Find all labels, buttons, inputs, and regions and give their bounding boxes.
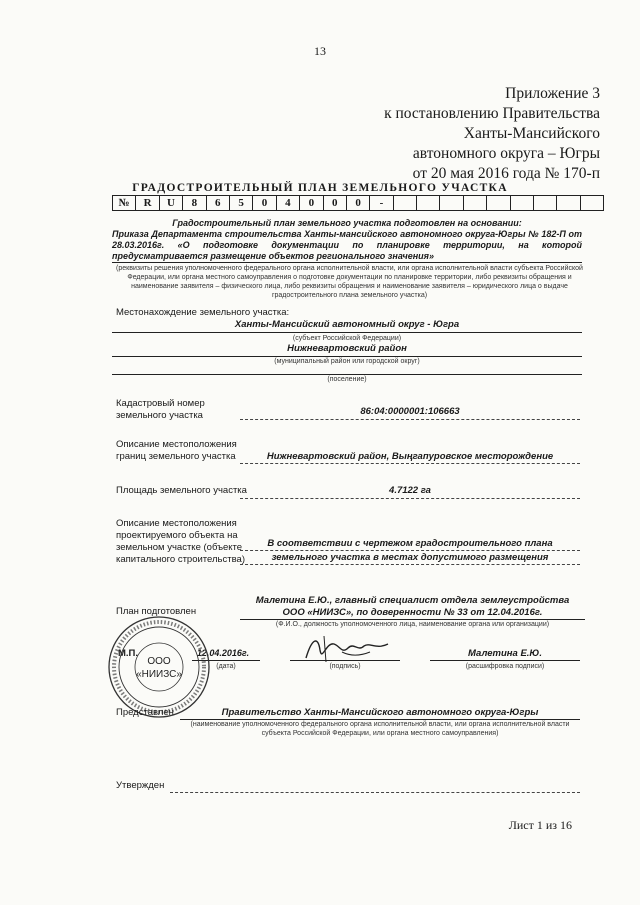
appendix-line-3: Ханты-Мансийского (463, 125, 600, 142)
mp-label: М.П. (118, 648, 139, 659)
object-value-line-1: В соответствии с чертежом градостроительного плана (267, 538, 553, 549)
number-cell: 0 (253, 196, 276, 211)
sheet-counter: Лист 1 из 16 (508, 818, 572, 832)
object-underline-1 (240, 550, 580, 551)
number-cell: 0 (346, 196, 369, 211)
cadastral-number: 86:04:0000001:106663 (360, 406, 460, 417)
object-label-line-2: проектируемого объекта на (116, 530, 238, 541)
appendix-reference (280, 84, 600, 184)
number-cell (580, 196, 603, 211)
area-label: Площадь земельного участка (116, 485, 247, 496)
number-cell: 8 (183, 196, 206, 211)
number-cell: U (159, 196, 182, 211)
decoded-caption: (расшифровка подписи) (465, 663, 545, 670)
appendix-line-1: Приложение 3 (505, 85, 600, 102)
object-label-line-3: земельном участке (объекте (116, 542, 243, 553)
object-value-line-2: земельного участка в местах допустимого размещения (271, 552, 549, 563)
appendix-line-5: от 20 мая 2016 года № 170-п (412, 165, 600, 182)
cadastral-label (116, 398, 205, 422)
signature-underline (290, 660, 400, 661)
cadastral-underline (240, 419, 580, 420)
location-district: Нижневартовский район (287, 343, 407, 354)
cadastral-label-line-2: земельного участка (116, 410, 203, 421)
page-number: 13 (314, 44, 326, 58)
district-caption: (муниципальный район или городской округ) (274, 358, 420, 365)
number-cell (417, 196, 440, 211)
decoded-signature: Малетина Е.Ю. (468, 648, 542, 659)
area-underline (240, 498, 580, 499)
approved-underline (170, 792, 580, 793)
prepared-label: План подготовлен (116, 606, 197, 617)
prepared-caption: (Ф.И.О., должность уполномоченного лица, наименование органа или организации) (275, 621, 550, 628)
number-cell: R (136, 196, 159, 211)
number-cell: 4 (276, 196, 299, 211)
borders-label (116, 439, 237, 463)
object-underline-2 (240, 564, 580, 565)
number-cell: 0 (323, 196, 346, 211)
object-label-line-1: Описание местоположения (116, 518, 237, 529)
presented-label: Представлен (116, 707, 174, 718)
date-caption: (дата) (216, 663, 236, 670)
object-label (116, 518, 245, 566)
document-title: ГРАДОСТРОИТЕЛЬНЫЙ ПЛАН ЗЕМЕЛЬНОГО УЧАСТКА (132, 182, 508, 194)
signature-caption: (подпись) (329, 663, 361, 670)
prepared-date: 12.04.2016г. (196, 648, 250, 658)
number-cell: - (370, 196, 393, 211)
number-cell (440, 196, 463, 211)
number-cell: 0 (300, 196, 323, 211)
object-label-line-4: капитального строительства) (116, 554, 245, 565)
presented-caption: (наименование уполномоченного федерального органа исполнительной власти, или органа исполнительной власти субъекта Российской Федерации, или органа местного самоуправления) (190, 721, 570, 737)
borders-underline (240, 463, 580, 464)
approved-label: Утвержден (116, 780, 165, 791)
number-cell (393, 196, 416, 211)
area-value: 4.7122 га (389, 485, 431, 496)
number-cell (510, 196, 533, 211)
number-cell: 5 (229, 196, 252, 211)
location-subject: Ханты-Мансийский автономный округ - Югра (234, 319, 460, 330)
settlement-caption: (поселение) (327, 376, 367, 383)
borders-label-line-1: Описание местоположения (116, 439, 237, 450)
number-cell (557, 196, 580, 211)
number-cell: № (113, 196, 136, 211)
basis-heading: Градостроительный план земельного участка подготовлен на основании: (172, 218, 522, 228)
plan-number-grid (112, 195, 604, 211)
number-cell (487, 196, 510, 211)
number-cell (534, 196, 557, 211)
location-label: Местонахождение земельного участка: (116, 307, 290, 318)
number-cell: 6 (206, 196, 229, 211)
basis-underline (112, 262, 582, 263)
subject-caption: (субъект Российской Федерации) (292, 335, 402, 342)
prepared-who-line-2: ООО «НИИЗС», по доверенности № 33 от 12.04.2016г. (282, 607, 543, 618)
borders-value: Нижневартовский район, Выңгапуровское месторождение (266, 451, 554, 462)
decoded-underline (430, 660, 580, 661)
appendix-line-2: к постановлению Правительства (384, 105, 600, 122)
subject-underline (112, 332, 582, 333)
basis-caption: (реквизиты решения уполномоченного федерального органа исполнительной власти, или органа исполнительной власти субъекта Российской Федерации, или органа местного самоуправления о подготовке документации по планировке территории, либо реквизиты обращения и наименование заявителя – физического лица, либо реквизиты обращения и наименование заявителя – юридического лица о выдаче градостроительного плана земельного участка) (116, 265, 583, 299)
cadastral-label-line-1: Кадастровый номер (116, 398, 205, 409)
presented-org: Правительство Ханты-Мансийского автономного округа-Югры (221, 707, 539, 718)
borders-label-line-2: границ земельного участка (116, 451, 236, 462)
number-cell (463, 196, 486, 211)
basis-text: Приказа Департамента строительства Ханты-мансийского автономного округа-Югры № 182-П от 28.03.2016г. «О подготовке документации по планировке территории, на которой предусматривается размещение объектов регионального значения» (112, 229, 582, 261)
organization-stamp (104, 612, 214, 722)
stamp-name: «НИИЗС» (136, 669, 182, 680)
stamp-ooo: ООО (147, 656, 171, 667)
prepared-who-line-1: Малетина Е.Ю., главный специалист отдела землеустройства (255, 595, 570, 606)
appendix-line-4: автономного округа – Югры (412, 145, 600, 162)
